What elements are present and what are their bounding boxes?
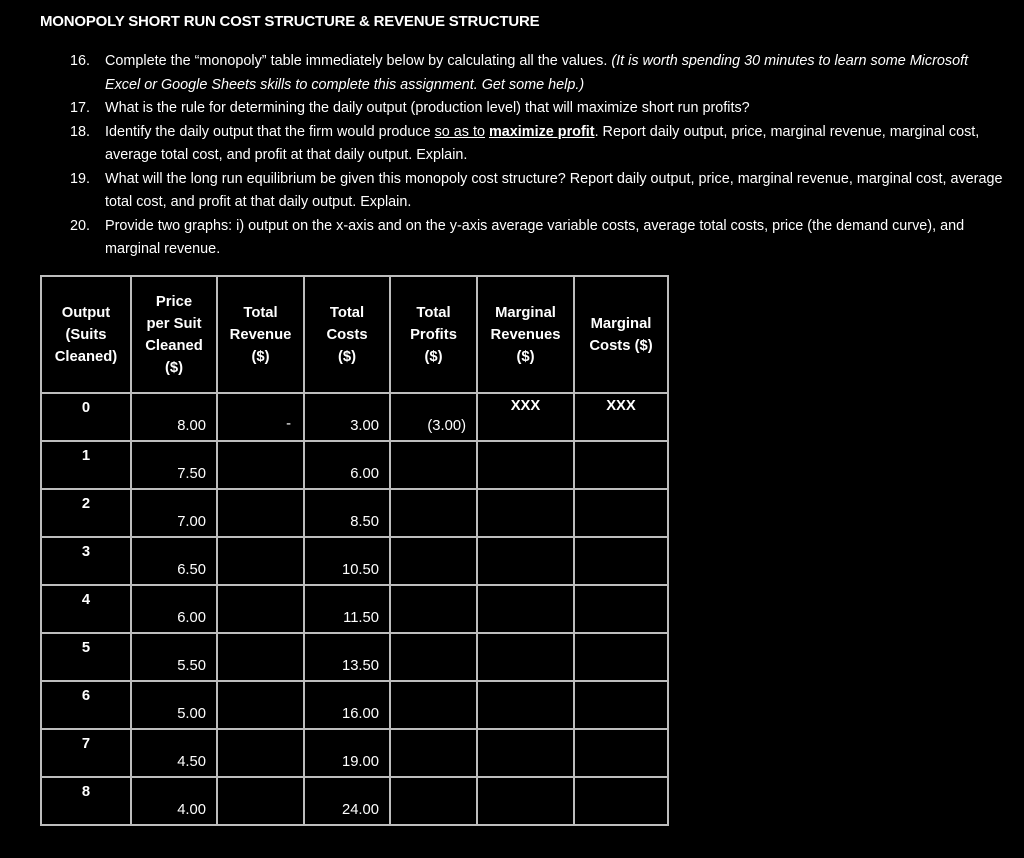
cell-total-costs: 13.50 bbox=[304, 633, 390, 681]
question-19 bbox=[70, 168, 1005, 215]
cell-output: 5 bbox=[41, 633, 131, 681]
cell-total-profits bbox=[390, 681, 477, 729]
cell-marginal-costs bbox=[574, 681, 668, 729]
question-text: What is the rule for determining the daily output (production level) that will maximize short run profits? bbox=[105, 100, 750, 116]
cell-total-profits: (3.00) bbox=[390, 393, 477, 441]
cell-total-profits bbox=[390, 729, 477, 777]
cell-total-profits bbox=[390, 633, 477, 681]
table-row bbox=[41, 441, 668, 489]
header-total-revenue: Total Revenue ($) bbox=[217, 276, 304, 393]
question-text-post: . Report daily output, price, marginal revenue, marginal cost, average total cost, and profit at that daily output. Explain. bbox=[105, 123, 980, 163]
cell-marginal-costs bbox=[574, 537, 668, 585]
cell-total-revenue bbox=[217, 585, 304, 633]
table-row bbox=[41, 777, 668, 825]
cell-output: 6 bbox=[41, 681, 131, 729]
header-output: Output (Suits Cleaned) bbox=[41, 276, 131, 393]
monopoly-table bbox=[40, 275, 669, 826]
cell-total-revenue bbox=[217, 777, 304, 825]
table-row bbox=[41, 393, 668, 441]
cell-total-revenue bbox=[217, 441, 304, 489]
question-number: 17. bbox=[70, 100, 91, 116]
cell-total-costs: 3.00 bbox=[304, 393, 390, 441]
cell-price: 4.00 bbox=[131, 777, 217, 825]
cell-total-costs: 11.50 bbox=[304, 585, 390, 633]
question-17 bbox=[70, 97, 1005, 121]
cell-total-revenue bbox=[217, 729, 304, 777]
cell-total-costs: 24.00 bbox=[304, 777, 390, 825]
question-number: 20. bbox=[70, 217, 91, 234]
cell-price: 6.50 bbox=[131, 537, 217, 585]
question-text: Complete the “monopoly” table immediately below by calculating all the values. bbox=[105, 53, 612, 69]
cell-total-revenue bbox=[217, 633, 304, 681]
cell-marginal-revenues bbox=[477, 441, 574, 489]
cell-price: 8.00 bbox=[131, 393, 217, 441]
cell-price: 5.50 bbox=[131, 633, 217, 681]
cell-total-costs: 19.00 bbox=[304, 729, 390, 777]
cell-marginal-revenues bbox=[477, 729, 574, 777]
cell-total-profits bbox=[390, 537, 477, 585]
table-row bbox=[41, 489, 668, 537]
cell-marginal-revenues bbox=[477, 537, 574, 585]
header-total-profits: Total Profits ($) bbox=[390, 276, 477, 393]
question-list bbox=[70, 50, 1005, 262]
cell-total-profits bbox=[390, 777, 477, 825]
table-row bbox=[41, 537, 668, 585]
table-row bbox=[41, 729, 668, 777]
cell-output: 3 bbox=[41, 537, 131, 585]
header-marginal-revenues: Marginal Revenues ($) bbox=[477, 276, 574, 393]
cell-total-costs: 16.00 bbox=[304, 681, 390, 729]
question-number: 18. bbox=[70, 123, 91, 140]
cell-marginal-revenues bbox=[477, 489, 574, 537]
table-row bbox=[41, 633, 668, 681]
cell-total-profits bbox=[390, 441, 477, 489]
header-total-costs: Total Costs ($) bbox=[304, 276, 390, 393]
cell-total-revenue bbox=[217, 489, 304, 537]
table-row bbox=[41, 585, 668, 633]
cell-price: 5.00 bbox=[131, 681, 217, 729]
cell-marginal-revenues bbox=[477, 585, 574, 633]
header-marginal-costs: Marginal Costs ($) bbox=[574, 276, 668, 393]
question-16 bbox=[70, 50, 1005, 97]
question-text-pre: Identify the daily output that the firm would produce bbox=[105, 123, 435, 140]
cell-output: 4 bbox=[41, 585, 131, 633]
header-price: Price per Suit Cleaned ($) bbox=[131, 276, 217, 393]
cell-output: 0 bbox=[41, 393, 131, 441]
question-number: 19. bbox=[70, 170, 91, 187]
question-note: (It is worth spending 30 minutes to learn some Microsoft Excel or Google Sheets skills to complete this assignment. Get some help.) bbox=[105, 53, 969, 93]
cell-marginal-costs bbox=[574, 633, 668, 681]
cell-price: 7.50 bbox=[131, 441, 217, 489]
cell-marginal-revenues bbox=[477, 681, 574, 729]
cell-total-revenue bbox=[217, 681, 304, 729]
cell-output: 7 bbox=[41, 729, 131, 777]
cell-marginal-revenues: XXX bbox=[477, 393, 574, 441]
cell-output: 8 bbox=[41, 777, 131, 825]
cell-marginal-revenues bbox=[477, 633, 574, 681]
cell-marginal-costs bbox=[574, 489, 668, 537]
cell-total-profits bbox=[390, 489, 477, 537]
cell-marginal-costs bbox=[574, 729, 668, 777]
question-text: What will the long run equilibrium be given this monopoly cost structure? Report daily output, price, marginal revenue, marginal cost, average total cost, and profit at that daily output. Explain. bbox=[105, 170, 1003, 210]
page-title: MONOPOLY SHORT RUN COST STRUCTURE & REVENUE STRUCTURE bbox=[40, 13, 540, 30]
cell-output: 1 bbox=[41, 441, 131, 489]
cell-total-costs: 6.00 bbox=[304, 441, 390, 489]
cell-total-costs: 10.50 bbox=[304, 537, 390, 585]
cell-total-revenue bbox=[217, 537, 304, 585]
cell-price: 4.50 bbox=[131, 729, 217, 777]
cell-total-profits bbox=[390, 585, 477, 633]
underlined-phrase: so as to bbox=[434, 123, 485, 140]
emphasis-phrase: maximize profit bbox=[489, 123, 595, 140]
table-header-row bbox=[41, 276, 668, 393]
question-18 bbox=[70, 121, 1005, 168]
cell-marginal-costs bbox=[574, 441, 668, 489]
cell-marginal-costs bbox=[574, 777, 668, 825]
cell-total-costs: 8.50 bbox=[304, 489, 390, 537]
question-text: Provide two graphs: i) output on the x-axis and on the y-axis average variable costs, average total costs, price (the demand curve), and marginal revenue. bbox=[105, 217, 965, 257]
table-row bbox=[41, 681, 668, 729]
question-20 bbox=[70, 215, 1005, 262]
question-number: 16. bbox=[70, 53, 91, 69]
cell-marginal-revenues bbox=[477, 777, 574, 825]
cell-marginal-costs bbox=[574, 585, 668, 633]
cell-price: 6.00 bbox=[131, 585, 217, 633]
cell-price: 7.00 bbox=[131, 489, 217, 537]
cell-total-revenue: - bbox=[217, 393, 304, 441]
cell-output: 2 bbox=[41, 489, 131, 537]
cell-marginal-costs: XXX bbox=[574, 393, 668, 441]
